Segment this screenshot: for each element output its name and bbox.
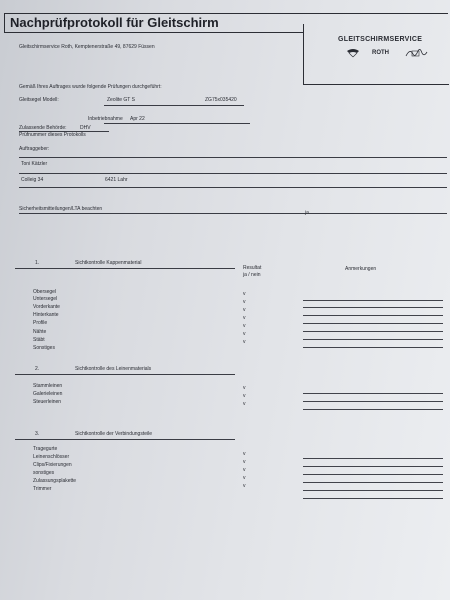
logo-title: GLEITSCHIRMSERVICE [338,36,423,43]
remark-line [303,401,443,402]
result-subheader: ja / nein [243,272,261,278]
remark-line [303,474,443,475]
section-3-title: Sichtkontrolle der Verbindungsteile [75,431,152,437]
section-1-item: Vorderkante [33,304,60,310]
first-use-underline [104,123,250,124]
section-3-check: v [243,467,246,473]
section-1-item: Profile [33,320,48,326]
section-3-item: Trimmer [33,486,52,492]
title-box [4,13,304,33]
section-2-item: Stammleinen [33,383,63,389]
remark-line [303,409,443,410]
result-header: Resultat [243,265,262,271]
section-1-item: Hinterkante [33,312,59,318]
remark-line [303,466,443,467]
section-2-item: Galerieleinen [33,391,63,397]
remark-line [303,315,443,316]
model-underline [104,105,244,106]
section-1-check: v [243,307,246,313]
remark-line [303,323,443,324]
first-use-value: Apr 22 [130,116,145,122]
section-1-item: Obersegel [33,289,57,295]
section-2-title: Sichtkontrolle des Leinenmaterials [75,366,152,372]
remark-line [303,347,443,348]
remark-line [303,339,443,340]
section-3-item: sonstiges [33,470,55,476]
safety-note: Sicherheitsmitteilungen/LTA beachten [19,206,103,212]
section-3-item: Zulassungsplakette [33,478,77,484]
remark-line [303,331,443,332]
client-top-line [19,157,447,158]
model-value: Zeolite GT S [107,97,135,103]
section-2-item: Steuerleinen [33,399,62,405]
serial-value: ZG75x035420 [205,97,237,103]
remark-line [303,307,443,308]
logo-subtitle: ROTH [372,50,389,56]
section-1-check: v [243,291,246,297]
remark-line [303,490,443,491]
authority-value: DHV [80,125,91,131]
section-1-number: 1. [35,260,40,266]
client-address-line [19,187,447,188]
section-1-rule [15,268,235,269]
client-city: 6421 Lahr [105,177,128,183]
section-3-check: v [243,475,246,481]
remark-line [303,300,443,301]
first-use-label: Inbetriebnahme [88,116,123,122]
signature-icon [404,46,428,60]
remark-line [303,458,443,459]
section-3-item: Tragegurte [33,446,58,452]
section-3-check: v [243,451,246,457]
page-title: Nachprüfprotokoll für Gleitschirm [10,15,219,30]
section-1-item: Sonstiges [33,345,55,351]
section-1-check: v [243,315,246,321]
section-3-item: Clips/Fixierungen [33,462,72,468]
service-address: Gleitschirmservice Roth, Kemptenerstraße 49, 87629 Füssen [19,44,155,50]
safety-line [19,213,447,214]
section-2-check: v [243,393,246,399]
section-1-check: v [243,323,246,329]
section-1-item: Stäbt [33,337,45,343]
section-2-rule [15,374,235,375]
section-1-title: Sichtkontrolle Kappenmaterial [75,260,142,266]
section-2-number: 2. [35,366,40,372]
model-label: Gleitsegel Modell: [19,97,59,103]
section-1-check: v [243,299,246,305]
section-3-check: v [243,483,246,489]
remark-line [303,482,443,483]
section-3-rule [15,439,235,440]
section-1-item: Untersegel [33,296,58,302]
remarks-header: Anmerkungen [345,266,377,272]
remark-line [303,498,443,499]
section-3-item: Leinenschlösser [33,454,70,460]
section-2-check: v [243,401,246,407]
client-street: Colleig 34 [21,177,44,183]
section-1-check: v [243,339,246,345]
authority-label: Zulassende Behörde: [19,125,67,131]
section-3-check: v [243,459,246,465]
section-2-check: v [243,385,246,391]
section-3-number: 3. [35,431,40,437]
section-1-check: v [243,331,246,337]
test-number-label: Prüfnummer dieses Protokolls [19,132,86,138]
section-1-item: Nähte [33,329,47,335]
paraglider-logo-icon [346,48,360,58]
client-name-line [19,173,447,174]
remark-line [303,393,443,394]
intro-text: Gemäß Ihres Auftrages wurde folgende Prüfungen durchgeführt: [19,84,162,90]
client-name: Toni Kätzler [21,161,48,167]
client-label: Auftraggeber: [19,146,50,152]
